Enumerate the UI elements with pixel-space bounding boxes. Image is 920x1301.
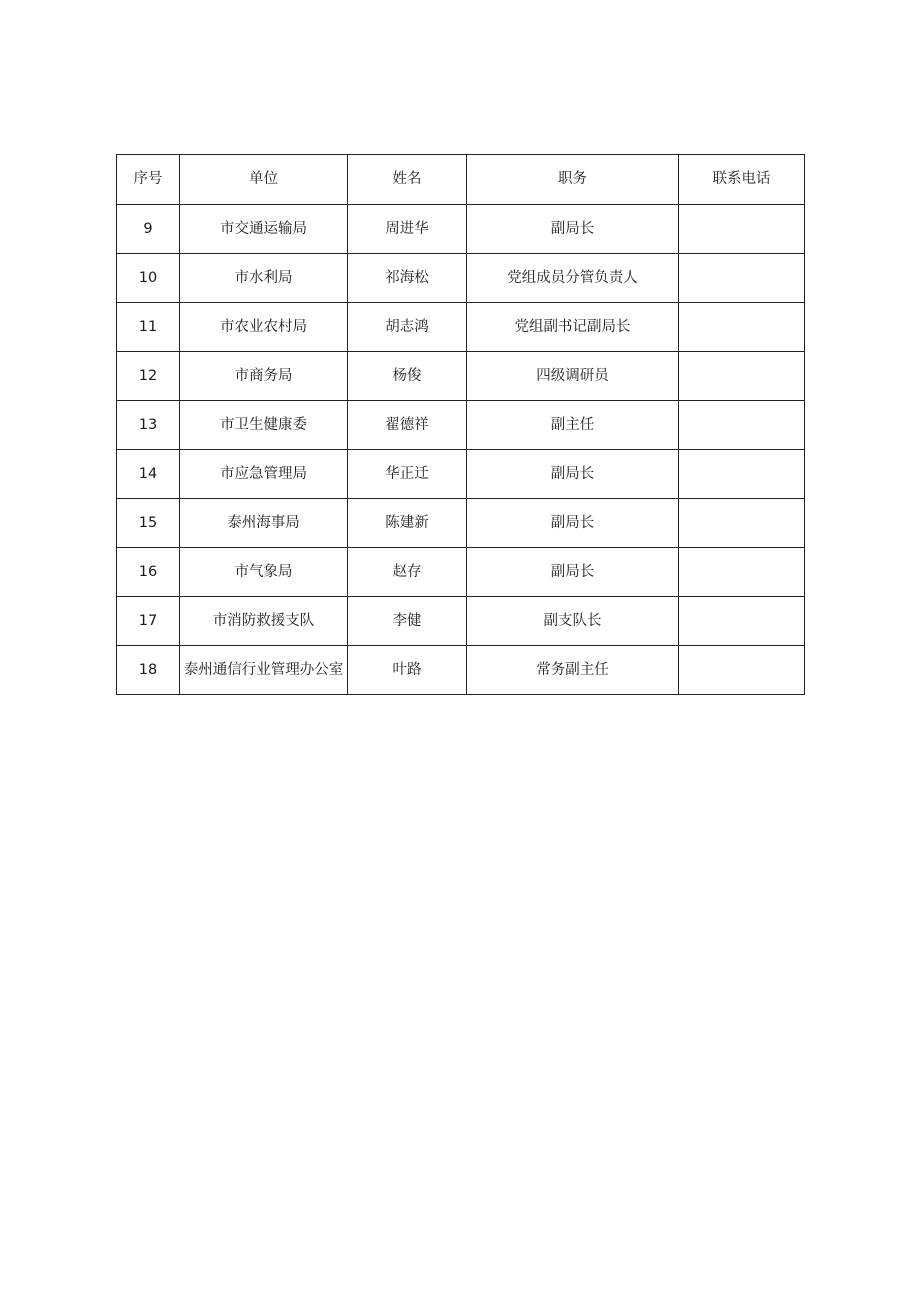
contact-table: [116, 154, 805, 695]
cell-phone: [679, 646, 805, 695]
cell-phone: [679, 254, 805, 303]
cell-name: 华正迁: [348, 450, 467, 499]
table-row: [117, 352, 805, 401]
cell-phone: [679, 401, 805, 450]
cell-unit: 市交通运输局: [180, 205, 348, 254]
cell-name: 叶路: [348, 646, 467, 695]
cell-unit: 市商务局: [180, 352, 348, 401]
cell-name: 李健: [348, 597, 467, 646]
table-row: [117, 646, 805, 695]
header-phone: 联系电话: [679, 155, 805, 205]
cell-phone: [679, 352, 805, 401]
cell-phone: [679, 548, 805, 597]
table-row: [117, 499, 805, 548]
cell-seq: 16: [117, 548, 180, 597]
cell-phone: [679, 597, 805, 646]
cell-unit: 市农业农村局: [180, 303, 348, 352]
table-row: [117, 254, 805, 303]
cell-post: 副主任: [467, 401, 679, 450]
cell-seq: 17: [117, 597, 180, 646]
cell-phone: [679, 499, 805, 548]
cell-name: 赵存: [348, 548, 467, 597]
cell-name: 祁海松: [348, 254, 467, 303]
cell-name: 杨俊: [348, 352, 467, 401]
cell-seq: 13: [117, 401, 180, 450]
cell-phone: [679, 205, 805, 254]
cell-seq: 14: [117, 450, 180, 499]
header-seq: 序号: [117, 155, 180, 205]
header-post: 职务: [467, 155, 679, 205]
cell-unit: 市消防救援支队: [180, 597, 348, 646]
cell-seq: 18: [117, 646, 180, 695]
cell-post: 副局长: [467, 548, 679, 597]
cell-unit: 市气象局: [180, 548, 348, 597]
table-row: [117, 401, 805, 450]
cell-phone: [679, 303, 805, 352]
cell-post: 副局长: [467, 205, 679, 254]
table-row: [117, 548, 805, 597]
cell-unit: 市水利局: [180, 254, 348, 303]
cell-name: 翟德祥: [348, 401, 467, 450]
cell-seq: 15: [117, 499, 180, 548]
cell-seq: 9: [117, 205, 180, 254]
header-unit: 单位: [180, 155, 348, 205]
cell-unit: 市应急管理局: [180, 450, 348, 499]
cell-seq: 10: [117, 254, 180, 303]
table-header-row: [117, 155, 805, 205]
cell-post: 四级调研员: [467, 352, 679, 401]
header-name: 姓名: [348, 155, 467, 205]
cell-name: 陈建新: [348, 499, 467, 548]
cell-seq: 11: [117, 303, 180, 352]
cell-post: 党组副书记副局长: [467, 303, 679, 352]
cell-post: 党组成员分管负责人: [467, 254, 679, 303]
table-row: [117, 303, 805, 352]
cell-unit: 泰州通信行业管理办公室: [180, 646, 348, 695]
cell-post: 副局长: [467, 499, 679, 548]
table-row: [117, 597, 805, 646]
cell-post: 副局长: [467, 450, 679, 499]
cell-unit: 市卫生健康委: [180, 401, 348, 450]
table-row: [117, 450, 805, 499]
cell-seq: 12: [117, 352, 180, 401]
cell-post: 副支队长: [467, 597, 679, 646]
cell-name: 周进华: [348, 205, 467, 254]
cell-post: 常务副主任: [467, 646, 679, 695]
cell-name: 胡志鸿: [348, 303, 467, 352]
cell-phone: [679, 450, 805, 499]
cell-unit: 泰州海事局: [180, 499, 348, 548]
table-row: [117, 205, 805, 254]
